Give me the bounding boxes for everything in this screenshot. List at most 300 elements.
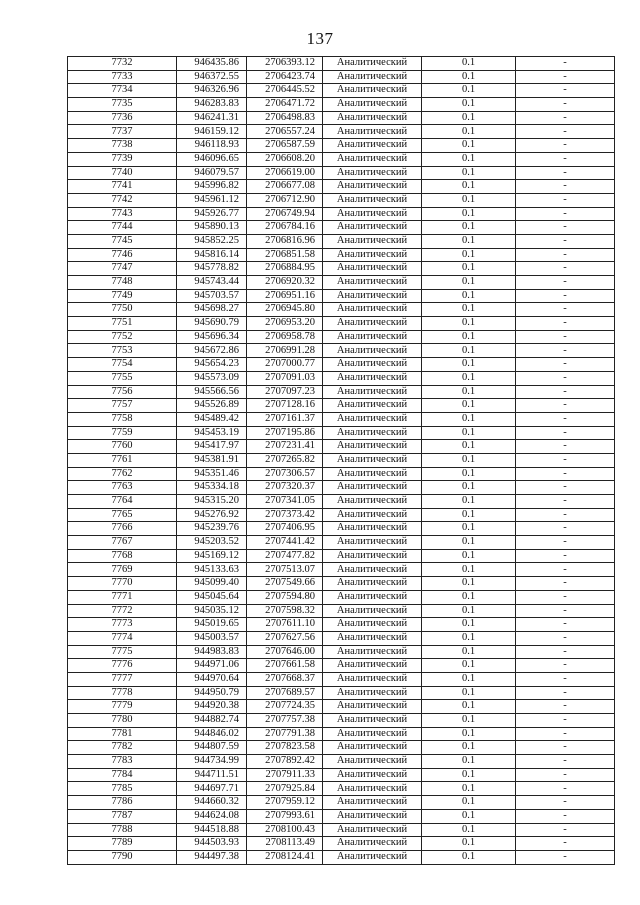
x-coordinate-cell: 945890.13 — [177, 221, 247, 235]
table-row — [68, 166, 615, 180]
method-cell: Аналитический — [323, 193, 422, 207]
note-cell: - — [516, 139, 615, 153]
x-coordinate-cell: 945035.12 — [177, 604, 247, 618]
table-row — [68, 672, 615, 686]
accuracy-cell: 0.1 — [422, 234, 516, 248]
table-row — [68, 125, 615, 139]
point-number-cell: 7764 — [68, 495, 177, 509]
x-coordinate-cell: 945351.46 — [177, 467, 247, 481]
accuracy-cell: 0.1 — [422, 768, 516, 782]
x-coordinate-cell: 945381.91 — [177, 453, 247, 467]
point-number-cell: 7736 — [68, 111, 177, 125]
x-coordinate-cell: 945654.23 — [177, 358, 247, 372]
accuracy-cell: 0.1 — [422, 563, 516, 577]
table-row — [68, 837, 615, 851]
point-number-cell: 7771 — [68, 590, 177, 604]
point-number-cell: 7732 — [68, 57, 177, 71]
x-coordinate-cell: 945334.18 — [177, 481, 247, 495]
table-row — [68, 426, 615, 440]
method-cell: Аналитический — [323, 248, 422, 262]
x-coordinate-cell: 945169.12 — [177, 549, 247, 563]
table-row — [68, 522, 615, 536]
y-coordinate-cell: 2707231.41 — [247, 440, 323, 454]
accuracy-cell: 0.1 — [422, 850, 516, 864]
y-coordinate-cell: 2707993.61 — [247, 809, 323, 823]
note-cell: - — [516, 672, 615, 686]
point-number-cell: 7746 — [68, 248, 177, 262]
accuracy-cell: 0.1 — [422, 180, 516, 194]
point-number-cell: 7745 — [68, 234, 177, 248]
table-row — [68, 317, 615, 331]
x-coordinate-cell: 946079.57 — [177, 166, 247, 180]
method-cell: Аналитический — [323, 84, 422, 98]
x-coordinate-cell: 945778.82 — [177, 262, 247, 276]
point-number-cell: 7783 — [68, 755, 177, 769]
point-number-cell: 7781 — [68, 727, 177, 741]
method-cell: Аналитический — [323, 823, 422, 837]
method-cell: Аналитический — [323, 782, 422, 796]
table-row — [68, 700, 615, 714]
y-coordinate-cell: 2706587.59 — [247, 139, 323, 153]
table-row — [68, 98, 615, 112]
note-cell: - — [516, 371, 615, 385]
point-number-cell: 7790 — [68, 850, 177, 864]
method-cell: Аналитический — [323, 412, 422, 426]
method-cell: Аналитический — [323, 481, 422, 495]
y-coordinate-cell: 2706677.08 — [247, 180, 323, 194]
accuracy-cell: 0.1 — [422, 714, 516, 728]
point-number-cell: 7762 — [68, 467, 177, 481]
table-row — [68, 714, 615, 728]
y-coordinate-cell: 2707823.58 — [247, 741, 323, 755]
x-coordinate-cell: 945239.76 — [177, 522, 247, 536]
accuracy-cell: 0.1 — [422, 98, 516, 112]
table-row — [68, 303, 615, 317]
table-row — [68, 84, 615, 98]
y-coordinate-cell: 2707646.00 — [247, 645, 323, 659]
x-coordinate-cell: 945690.79 — [177, 317, 247, 331]
note-cell: - — [516, 837, 615, 851]
method-cell: Аналитический — [323, 344, 422, 358]
accuracy-cell: 0.1 — [422, 549, 516, 563]
accuracy-cell: 0.1 — [422, 672, 516, 686]
y-coordinate-cell: 2707598.32 — [247, 604, 323, 618]
accuracy-cell: 0.1 — [422, 782, 516, 796]
note-cell: - — [516, 659, 615, 673]
note-cell: - — [516, 741, 615, 755]
note-cell: - — [516, 618, 615, 632]
x-coordinate-cell: 944882.74 — [177, 714, 247, 728]
x-coordinate-cell: 945566.56 — [177, 385, 247, 399]
table-row — [68, 412, 615, 426]
y-coordinate-cell: 2707477.82 — [247, 549, 323, 563]
note-cell: - — [516, 317, 615, 331]
accuracy-cell: 0.1 — [422, 70, 516, 84]
table-body — [68, 57, 615, 865]
y-coordinate-cell: 2707959.12 — [247, 796, 323, 810]
x-coordinate-cell: 945852.25 — [177, 234, 247, 248]
y-coordinate-cell: 2706557.24 — [247, 125, 323, 139]
note-cell: - — [516, 193, 615, 207]
method-cell: Аналитический — [323, 618, 422, 632]
point-number-cell: 7779 — [68, 700, 177, 714]
y-coordinate-cell: 2708124.41 — [247, 850, 323, 864]
accuracy-cell: 0.1 — [422, 686, 516, 700]
method-cell: Аналитический — [323, 262, 422, 276]
y-coordinate-cell: 2706958.78 — [247, 330, 323, 344]
x-coordinate-cell: 946435.86 — [177, 57, 247, 71]
note-cell: - — [516, 70, 615, 84]
note-cell: - — [516, 631, 615, 645]
x-coordinate-cell: 945743.44 — [177, 276, 247, 290]
y-coordinate-cell: 2706471.72 — [247, 98, 323, 112]
x-coordinate-cell: 945696.34 — [177, 330, 247, 344]
table-row — [68, 371, 615, 385]
note-cell: - — [516, 755, 615, 769]
accuracy-cell: 0.1 — [422, 809, 516, 823]
table-row — [68, 399, 615, 413]
point-number-cell: 7739 — [68, 152, 177, 166]
method-cell: Аналитический — [323, 426, 422, 440]
method-cell: Аналитический — [323, 399, 422, 413]
note-cell: - — [516, 577, 615, 591]
x-coordinate-cell: 944734.99 — [177, 755, 247, 769]
y-coordinate-cell: 2707128.16 — [247, 399, 323, 413]
point-number-cell: 7760 — [68, 440, 177, 454]
method-cell: Аналитический — [323, 440, 422, 454]
y-coordinate-cell: 2706784.16 — [247, 221, 323, 235]
x-coordinate-cell: 945573.09 — [177, 371, 247, 385]
point-number-cell: 7750 — [68, 303, 177, 317]
table-row — [68, 234, 615, 248]
table-row — [68, 262, 615, 276]
method-cell: Аналитический — [323, 700, 422, 714]
method-cell: Аналитический — [323, 508, 422, 522]
table-row — [68, 823, 615, 837]
y-coordinate-cell: 2707000.77 — [247, 358, 323, 372]
table-row — [68, 193, 615, 207]
method-cell: Аналитический — [323, 495, 422, 509]
y-coordinate-cell: 2707373.42 — [247, 508, 323, 522]
y-coordinate-cell: 2707341.05 — [247, 495, 323, 509]
method-cell: Аналитический — [323, 207, 422, 221]
x-coordinate-cell: 945019.65 — [177, 618, 247, 632]
accuracy-cell: 0.1 — [422, 755, 516, 769]
method-cell: Аналитический — [323, 755, 422, 769]
point-number-cell: 7747 — [68, 262, 177, 276]
point-number-cell: 7753 — [68, 344, 177, 358]
point-number-cell: 7782 — [68, 741, 177, 755]
table-row — [68, 508, 615, 522]
accuracy-cell: 0.1 — [422, 823, 516, 837]
y-coordinate-cell: 2707091.03 — [247, 371, 323, 385]
table-row — [68, 207, 615, 221]
table-row — [68, 631, 615, 645]
accuracy-cell: 0.1 — [422, 330, 516, 344]
point-number-cell: 7755 — [68, 371, 177, 385]
point-number-cell: 7772 — [68, 604, 177, 618]
table-row — [68, 577, 615, 591]
note-cell: - — [516, 399, 615, 413]
method-cell: Аналитический — [323, 796, 422, 810]
x-coordinate-cell: 945672.86 — [177, 344, 247, 358]
table-row — [68, 590, 615, 604]
accuracy-cell: 0.1 — [422, 399, 516, 413]
point-number-cell: 7768 — [68, 549, 177, 563]
table-row — [68, 782, 615, 796]
y-coordinate-cell: 2707549.66 — [247, 577, 323, 591]
y-coordinate-cell: 2708100.43 — [247, 823, 323, 837]
point-number-cell: 7767 — [68, 536, 177, 550]
y-coordinate-cell: 2706920.32 — [247, 276, 323, 290]
method-cell: Аналитический — [323, 809, 422, 823]
table-row — [68, 289, 615, 303]
point-number-cell: 7777 — [68, 672, 177, 686]
x-coordinate-cell: 946372.55 — [177, 70, 247, 84]
y-coordinate-cell: 2707925.84 — [247, 782, 323, 796]
y-coordinate-cell: 2707265.82 — [247, 453, 323, 467]
method-cell: Аналитический — [323, 234, 422, 248]
table-row — [68, 618, 615, 632]
note-cell: - — [516, 481, 615, 495]
x-coordinate-cell: 945489.42 — [177, 412, 247, 426]
accuracy-cell: 0.1 — [422, 412, 516, 426]
note-cell: - — [516, 358, 615, 372]
y-coordinate-cell: 2706749.94 — [247, 207, 323, 221]
accuracy-cell: 0.1 — [422, 317, 516, 331]
accuracy-cell: 0.1 — [422, 645, 516, 659]
point-number-cell: 7766 — [68, 522, 177, 536]
y-coordinate-cell: 2707441.42 — [247, 536, 323, 550]
note-cell: - — [516, 276, 615, 290]
note-cell: - — [516, 166, 615, 180]
point-number-cell: 7789 — [68, 837, 177, 851]
y-coordinate-cell: 2706608.20 — [247, 152, 323, 166]
point-number-cell: 7770 — [68, 577, 177, 591]
x-coordinate-cell: 944983.83 — [177, 645, 247, 659]
accuracy-cell: 0.1 — [422, 618, 516, 632]
x-coordinate-cell: 944846.02 — [177, 727, 247, 741]
method-cell: Аналитический — [323, 714, 422, 728]
method-cell: Аналитический — [323, 672, 422, 686]
note-cell: - — [516, 809, 615, 823]
point-number-cell: 7773 — [68, 618, 177, 632]
method-cell: Аналитический — [323, 563, 422, 577]
method-cell: Аналитический — [323, 549, 422, 563]
y-coordinate-cell: 2706393.12 — [247, 57, 323, 71]
y-coordinate-cell: 2707161.37 — [247, 412, 323, 426]
point-number-cell: 7751 — [68, 317, 177, 331]
accuracy-cell: 0.1 — [422, 371, 516, 385]
method-cell: Аналитический — [323, 522, 422, 536]
table-row — [68, 686, 615, 700]
table-row — [68, 741, 615, 755]
method-cell: Аналитический — [323, 125, 422, 139]
y-coordinate-cell: 2706945.80 — [247, 303, 323, 317]
y-coordinate-cell: 2706445.52 — [247, 84, 323, 98]
y-coordinate-cell: 2706991.28 — [247, 344, 323, 358]
table-row — [68, 495, 615, 509]
method-cell: Аналитический — [323, 276, 422, 290]
x-coordinate-cell: 944950.79 — [177, 686, 247, 700]
table-row — [68, 221, 615, 235]
table-row — [68, 768, 615, 782]
x-coordinate-cell: 944920.38 — [177, 700, 247, 714]
method-cell: Аналитический — [323, 358, 422, 372]
method-cell: Аналитический — [323, 330, 422, 344]
note-cell: - — [516, 111, 615, 125]
y-coordinate-cell: 2706423.74 — [247, 70, 323, 84]
note-cell: - — [516, 385, 615, 399]
note-cell: - — [516, 768, 615, 782]
table-row — [68, 139, 615, 153]
y-coordinate-cell: 2706816.96 — [247, 234, 323, 248]
point-number-cell: 7784 — [68, 768, 177, 782]
point-number-cell: 7756 — [68, 385, 177, 399]
method-cell: Аналитический — [323, 289, 422, 303]
x-coordinate-cell: 944970.64 — [177, 672, 247, 686]
point-number-cell: 7786 — [68, 796, 177, 810]
point-number-cell: 7785 — [68, 782, 177, 796]
accuracy-cell: 0.1 — [422, 262, 516, 276]
note-cell: - — [516, 440, 615, 454]
note-cell: - — [516, 549, 615, 563]
accuracy-cell: 0.1 — [422, 303, 516, 317]
note-cell: - — [516, 330, 615, 344]
note-cell: - — [516, 289, 615, 303]
table-row — [68, 453, 615, 467]
point-number-cell: 7763 — [68, 481, 177, 495]
x-coordinate-cell: 945045.64 — [177, 590, 247, 604]
table-row — [68, 111, 615, 125]
table-row — [68, 536, 615, 550]
point-number-cell: 7757 — [68, 399, 177, 413]
table-row — [68, 645, 615, 659]
point-number-cell: 7776 — [68, 659, 177, 673]
y-coordinate-cell: 2707724.35 — [247, 700, 323, 714]
x-coordinate-cell: 944497.38 — [177, 850, 247, 864]
method-cell: Аналитический — [323, 659, 422, 673]
table-row — [68, 467, 615, 481]
point-number-cell: 7741 — [68, 180, 177, 194]
x-coordinate-cell: 945698.27 — [177, 303, 247, 317]
method-cell: Аналитический — [323, 536, 422, 550]
x-coordinate-cell: 946159.12 — [177, 125, 247, 139]
point-number-cell: 7749 — [68, 289, 177, 303]
table-row — [68, 276, 615, 290]
point-number-cell: 7787 — [68, 809, 177, 823]
table-row — [68, 796, 615, 810]
accuracy-cell: 0.1 — [422, 604, 516, 618]
accuracy-cell: 0.1 — [422, 248, 516, 262]
table-row — [68, 440, 615, 454]
accuracy-cell: 0.1 — [422, 84, 516, 98]
x-coordinate-cell: 946241.31 — [177, 111, 247, 125]
accuracy-cell: 0.1 — [422, 207, 516, 221]
note-cell: - — [516, 536, 615, 550]
method-cell: Аналитический — [323, 98, 422, 112]
y-coordinate-cell: 2706953.20 — [247, 317, 323, 331]
accuracy-cell: 0.1 — [422, 426, 516, 440]
point-number-cell: 7758 — [68, 412, 177, 426]
point-number-cell: 7734 — [68, 84, 177, 98]
accuracy-cell: 0.1 — [422, 467, 516, 481]
method-cell: Аналитический — [323, 590, 422, 604]
accuracy-cell: 0.1 — [422, 166, 516, 180]
method-cell: Аналитический — [323, 371, 422, 385]
method-cell: Аналитический — [323, 111, 422, 125]
x-coordinate-cell: 944624.08 — [177, 809, 247, 823]
y-coordinate-cell: 2707668.37 — [247, 672, 323, 686]
point-number-cell: 7759 — [68, 426, 177, 440]
point-number-cell: 7769 — [68, 563, 177, 577]
table-row — [68, 330, 615, 344]
accuracy-cell: 0.1 — [422, 741, 516, 755]
note-cell: - — [516, 262, 615, 276]
note-cell: - — [516, 495, 615, 509]
method-cell: Аналитический — [323, 467, 422, 481]
accuracy-cell: 0.1 — [422, 57, 516, 71]
note-cell: - — [516, 303, 615, 317]
x-coordinate-cell: 945099.40 — [177, 577, 247, 591]
x-coordinate-cell: 944711.51 — [177, 768, 247, 782]
point-number-cell: 7765 — [68, 508, 177, 522]
note-cell: - — [516, 57, 615, 71]
method-cell: Аналитический — [323, 180, 422, 194]
x-coordinate-cell: 944807.59 — [177, 741, 247, 755]
y-coordinate-cell: 2707611.10 — [247, 618, 323, 632]
accuracy-cell: 0.1 — [422, 152, 516, 166]
note-cell: - — [516, 590, 615, 604]
table-row — [68, 549, 615, 563]
method-cell: Аналитический — [323, 850, 422, 864]
accuracy-cell: 0.1 — [422, 536, 516, 550]
table-row — [68, 563, 615, 577]
note-cell: - — [516, 714, 615, 728]
point-number-cell: 7778 — [68, 686, 177, 700]
point-number-cell: 7754 — [68, 358, 177, 372]
accuracy-cell: 0.1 — [422, 358, 516, 372]
x-coordinate-cell: 946283.83 — [177, 98, 247, 112]
y-coordinate-cell: 2706884.95 — [247, 262, 323, 276]
method-cell: Аналитический — [323, 604, 422, 618]
method-cell: Аналитический — [323, 741, 422, 755]
note-cell: - — [516, 221, 615, 235]
x-coordinate-cell: 945526.89 — [177, 399, 247, 413]
x-coordinate-cell: 945816.14 — [177, 248, 247, 262]
method-cell: Аналитический — [323, 577, 422, 591]
method-cell: Аналитический — [323, 453, 422, 467]
note-cell: - — [516, 180, 615, 194]
accuracy-cell: 0.1 — [422, 193, 516, 207]
table-row — [68, 809, 615, 823]
y-coordinate-cell: 2707627.56 — [247, 631, 323, 645]
method-cell: Аналитический — [323, 152, 422, 166]
accuracy-cell: 0.1 — [422, 440, 516, 454]
method-cell: Аналитический — [323, 57, 422, 71]
y-coordinate-cell: 2707320.37 — [247, 481, 323, 495]
note-cell: - — [516, 700, 615, 714]
note-cell: - — [516, 84, 615, 98]
x-coordinate-cell: 945276.92 — [177, 508, 247, 522]
y-coordinate-cell: 2707661.58 — [247, 659, 323, 673]
note-cell: - — [516, 467, 615, 481]
x-coordinate-cell: 946118.93 — [177, 139, 247, 153]
method-cell: Аналитический — [323, 221, 422, 235]
note-cell: - — [516, 604, 615, 618]
point-number-cell: 7743 — [68, 207, 177, 221]
point-number-cell: 7752 — [68, 330, 177, 344]
